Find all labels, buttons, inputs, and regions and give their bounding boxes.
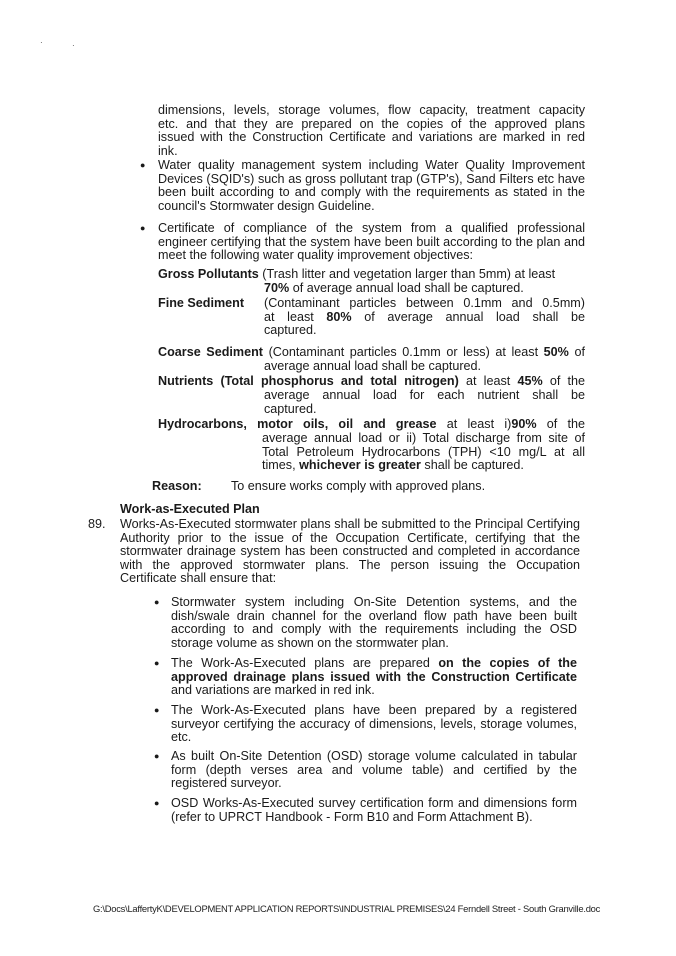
certificate-bullet: Certificate of compliance of the system from a qualified professional engineer certifying that the system have been built according to the plan and meet the following water quality improvement objectives: <box>158 221 585 263</box>
condition-paragraph: Works-As-Executed stormwater plans shall be submitted to the Principal Certifying Authority prior to the issue of the Occupation Certificate, certifying that the stormwater drainage system has been constructed and completed in accordance with the approved stormwater plans. The person issuing the Occupation Certificate shall ensure that: <box>120 517 580 586</box>
bullet-icon: ● <box>140 160 146 170</box>
hydrocarbons-line2: average annual load or ii) Total discharge from site of <box>262 431 585 445</box>
hydrocarbons-line4 <box>262 459 585 473</box>
nutrients-block <box>158 375 585 389</box>
fine-sediment-line2 <box>264 311 585 325</box>
nutrients-post: of the <box>549 374 586 388</box>
nutrients-pre: at least <box>465 374 511 388</box>
footer-file-path: G:\Docs\LaffertyK\DEVELOPMENT APPLICATION REPORTS\INDUSTRIAL PREMISES\24 Ferndell Street - South Granville.doc <box>93 903 601 914</box>
bullet-icon: ● <box>154 597 160 607</box>
nutrients-line1 <box>158 375 585 389</box>
section-heading: Work-as-Executed Plan <box>120 502 260 516</box>
nutrients-pct: 45% <box>517 374 543 388</box>
hydrocarbons-times: times, <box>262 458 296 473</box>
gross-pollutants-line2 <box>264 282 524 296</box>
hydrocarbons-pct: 90% <box>511 417 537 431</box>
nutrients-line3: captured. <box>264 401 317 416</box>
wae-copies-bold: on the copies of the approved drainage plans issued with the Construction Certificate <box>171 656 577 684</box>
hydrocarbons-whichever: whichever is greater <box>299 458 421 473</box>
fine-sediment-text <box>264 297 585 338</box>
fine-sediment-pre: at least <box>264 309 314 324</box>
condition-number: 89. <box>88 517 106 531</box>
wae-copies-bullet <box>171 657 577 698</box>
hydrocarbons-line1 <box>158 418 585 432</box>
hydrocarbons-pre: at least i) <box>446 417 512 431</box>
intro-line: ink. <box>158 143 178 158</box>
gross-pollutants-pct: 70% <box>264 281 290 295</box>
intro-continuation <box>158 104 585 158</box>
coarse-sediment-label: Coarse Sediment <box>158 345 263 359</box>
gross-pollutants-line <box>158 268 555 282</box>
reason-text: To ensure works comply with approved plans. <box>231 479 486 493</box>
bullet-icon: ● <box>154 798 160 808</box>
hydrocarbons-continuation <box>262 432 585 473</box>
bullet-icon: ● <box>154 705 160 715</box>
coarse-sediment-post: of <box>574 345 586 359</box>
hydrocarbons-captured: shall be captured. <box>424 458 524 473</box>
hydrocarbons-label: Hydrocarbons, motor oils, oil and grease <box>158 417 437 431</box>
fine-sediment-line1: (Contaminant particles between 0.1mm and 0.5mm) <box>264 296 585 310</box>
coarse-sediment-line1 <box>158 346 585 360</box>
wae-surveyor-bullet: The Work-As-Executed plans have been prepared by a registered surveyor certifying the accuracy of dimensions, levels, storage volumes, etc. <box>171 703 577 745</box>
nutrients-continuation <box>264 389 585 416</box>
fine-sediment-post: of average annual load shall be <box>364 309 585 324</box>
reason-label: Reason: <box>152 479 202 493</box>
hydrocarbons-line3: Total Petroleum Hydrocarbons (TPH) <10 mg/L at all <box>262 444 585 459</box>
coarse-sediment-line2: average annual load shall be captured. <box>264 359 482 373</box>
hydrocarbons-post: of the <box>546 417 586 431</box>
intro-line: etc. and that they are prepared on the copies of the approved plans <box>158 116 585 131</box>
wae-copies-post: and variations are marked in red ink. <box>171 683 375 698</box>
bullet-icon: ● <box>154 658 160 668</box>
coarse-sediment-pct: 50% <box>543 345 569 359</box>
fine-sediment-label: Fine Sediment <box>158 296 245 310</box>
gross-pollutants-desc: (Trash litter and vegetation larger than 5mm) at least <box>262 267 556 281</box>
bullet-icon: ● <box>154 751 160 761</box>
intro-line: dimensions, levels, storage volumes, flow capacity, treatment capacity <box>158 103 585 117</box>
hydrocarbons-block <box>158 418 585 432</box>
coarse-sediment-desc: (Contaminant particles 0.1mm or less) at least <box>268 345 539 359</box>
gross-pollutants-label: Gross Pollutants <box>158 267 259 281</box>
bullet-icon: ● <box>140 223 146 233</box>
osd-volume-bullet: As built On-Site Detention (OSD) storage volume calculated in tabular form (depth verses area and volume table) and certified by the registered surveyor. <box>171 749 577 791</box>
scan-speck: · <box>72 41 75 50</box>
coarse-sediment-block <box>158 346 585 360</box>
nutrients-label: Nutrients (Total phosphorus and total nitrogen) <box>158 374 459 388</box>
osd-form-bullet: OSD Works-As-Executed survey certification form and dimensions form (refer to UPRCT Handbook - Form B10 and Form Attachment B). <box>171 796 577 824</box>
water-quality-bullet: Water quality management system including Water Quality Improvement Devices (SQID's) such as gross pollutant trap (GTP's), Sand Filters etc have been built according to and comply with the requirements as stated in the council's Stormwater design Guideline. <box>158 158 585 213</box>
intro-line: issued with the Construction Certificate and variations are marked in red <box>158 130 585 145</box>
nutrients-line2: average annual load for each nutrient shall be <box>264 388 585 402</box>
wae-copies-pre: The Work-As-Executed plans are prepared <box>171 656 430 670</box>
fine-sediment-line3: captured. <box>264 323 317 338</box>
gross-pollutants-rest: of average annual load shall be captured. <box>292 281 524 295</box>
fine-sediment-pct: 80% <box>326 309 352 324</box>
scan-speck: · <box>40 38 43 47</box>
osd-system-bullet: Stormwater system including On-Site Detention systems, and the dish/swale drain channel for the overland flow path have been built according to and comply with the requirements including the OSD storage volume as shown on the stormwater plan. <box>171 595 577 650</box>
